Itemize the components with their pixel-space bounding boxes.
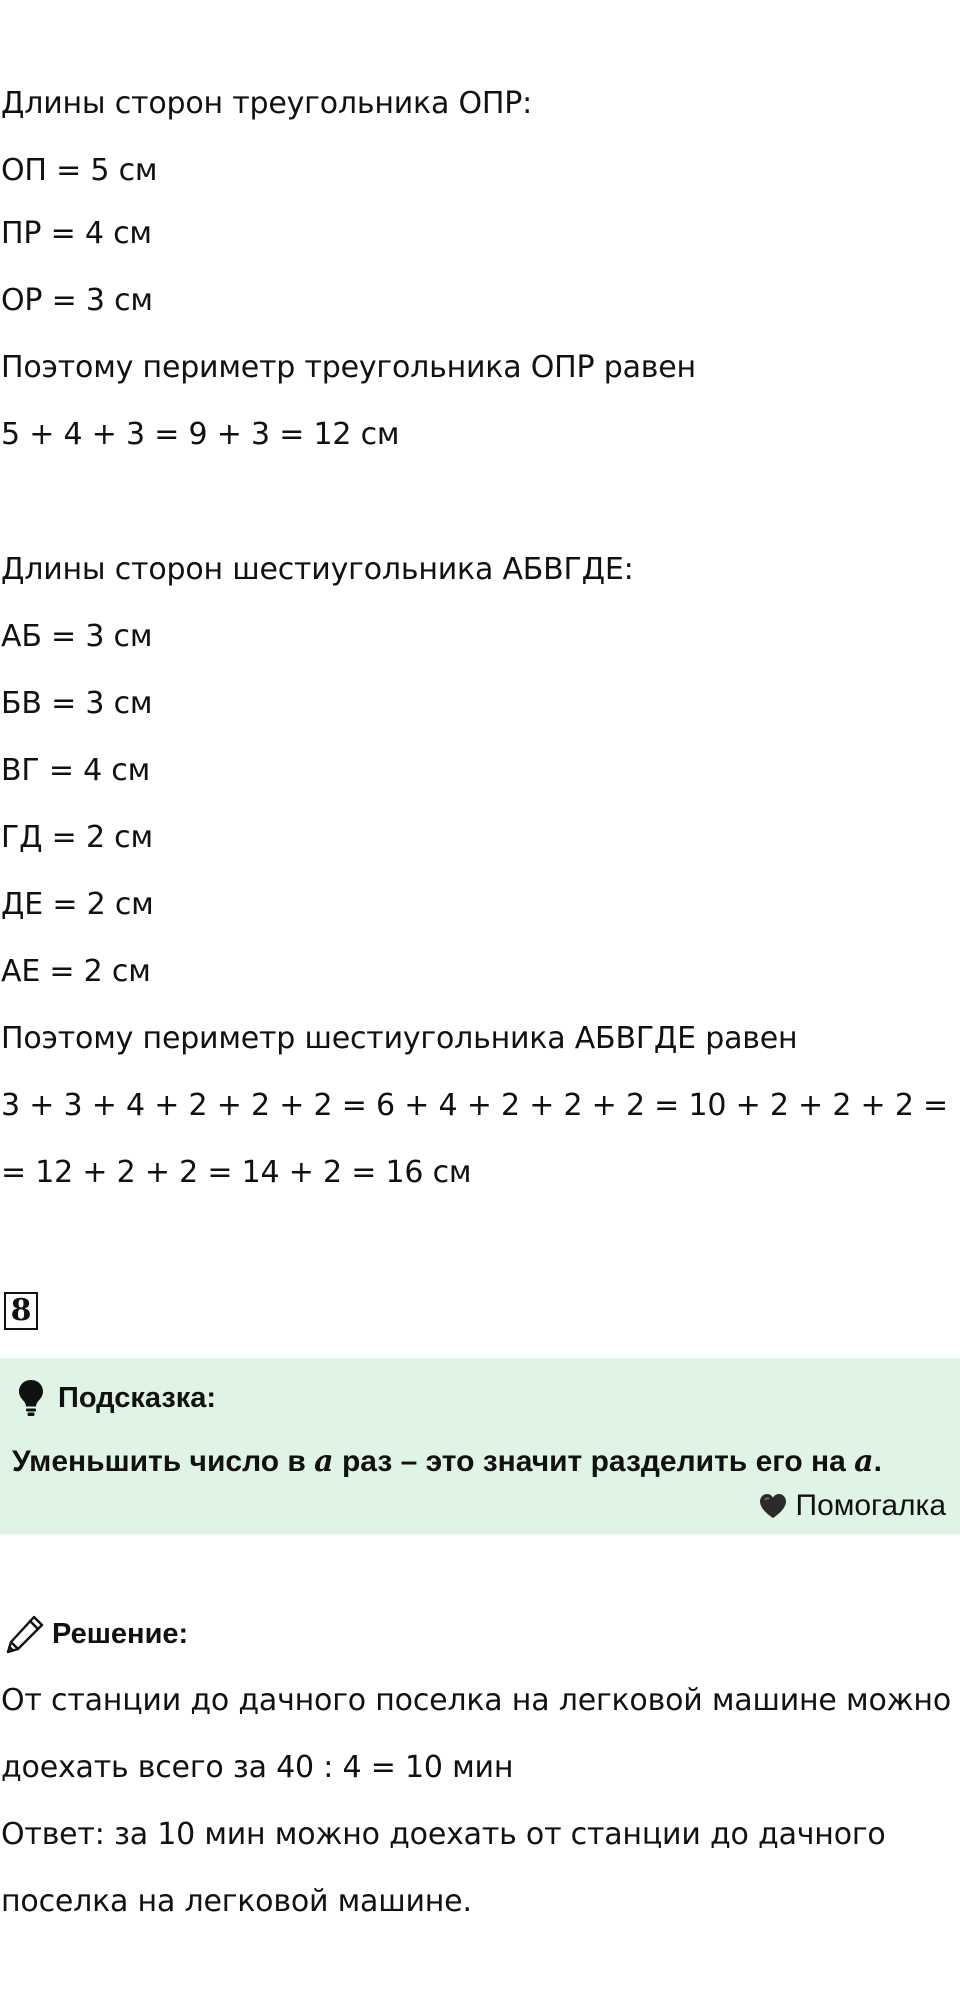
hexagon-side-vg: ВГ = 4 см	[1, 753, 151, 788]
helper-source-link[interactable]	[758, 1486, 947, 1526]
hexagon-side-de: ДЕ = 2 см	[1, 887, 154, 922]
hint-text	[12, 1442, 882, 1482]
solution-line-2: доехать всего за 40 : 4 = 10 мин	[1, 1750, 514, 1785]
hint-variable-a: a	[314, 1444, 334, 1479]
triangle-side-pr: ПР = 4 см	[1, 216, 152, 251]
task-number-box: 8	[4, 1292, 38, 1330]
hint-title: Подсказка:	[58, 1381, 217, 1414]
answer-line-2: поселка на легковой машине.	[1, 1884, 472, 1919]
heart-icon	[758, 1492, 788, 1520]
solution-line-1: От станции до дачного поселка на легковой машине можно	[1, 1683, 952, 1718]
triangle-side-op: ОП = 5 см	[1, 153, 158, 188]
hexagon-heading: Длины сторон шестиугольника АБВГДЕ:	[1, 552, 634, 587]
hint-text-part-3: .	[873, 1445, 882, 1478]
hexagon-side-bv: БВ = 3 см	[1, 686, 153, 721]
triangle-calculation: 5 + 4 + 3 = 9 + 3 = 12 см	[1, 417, 400, 452]
helper-source-label: Помогалка	[795, 1489, 946, 1522]
hexagon-calculation-line-2: = 12 + 2 + 2 = 14 + 2 = 16 см	[1, 1155, 472, 1190]
hexagon-side-ab: АБ = 3 см	[1, 619, 153, 654]
hexagon-calculation-line-1: 3 + 3 + 4 + 2 + 2 + 2 = 6 + 4 + 2 + 2 + 2 = 10 + 2 + 2 + 2 =	[1, 1088, 948, 1123]
hint-variable-a: a	[854, 1444, 874, 1479]
hexagon-side-gd: ГД = 2 см	[1, 820, 153, 855]
hint-box	[0, 1358, 960, 1534]
hint-text-part-2: раз – это значит разделить его на	[333, 1445, 855, 1478]
pencil-icon	[4, 1613, 46, 1655]
triangle-side-or: ОР = 3 см	[1, 283, 153, 318]
hexagon-side-ae: АЕ = 2 см	[1, 954, 151, 989]
lightbulb-icon	[18, 1379, 44, 1417]
solution-header	[4, 1612, 188, 1656]
hint-text-part-1: Уменьшить число в	[12, 1445, 315, 1478]
triangle-conclusion: Поэтому периметр треугольника ОПР равен	[1, 350, 696, 385]
solution-title: Решение:	[52, 1617, 189, 1650]
hexagon-conclusion: Поэтому периметр шестиугольника АБВГДЕ равен	[1, 1021, 798, 1056]
answer-line-1: Ответ: за 10 мин можно доехать от станции до дачного	[1, 1817, 886, 1852]
triangle-heading: Длины сторон треугольника ОПР:	[1, 86, 533, 121]
hint-header	[18, 1378, 216, 1418]
